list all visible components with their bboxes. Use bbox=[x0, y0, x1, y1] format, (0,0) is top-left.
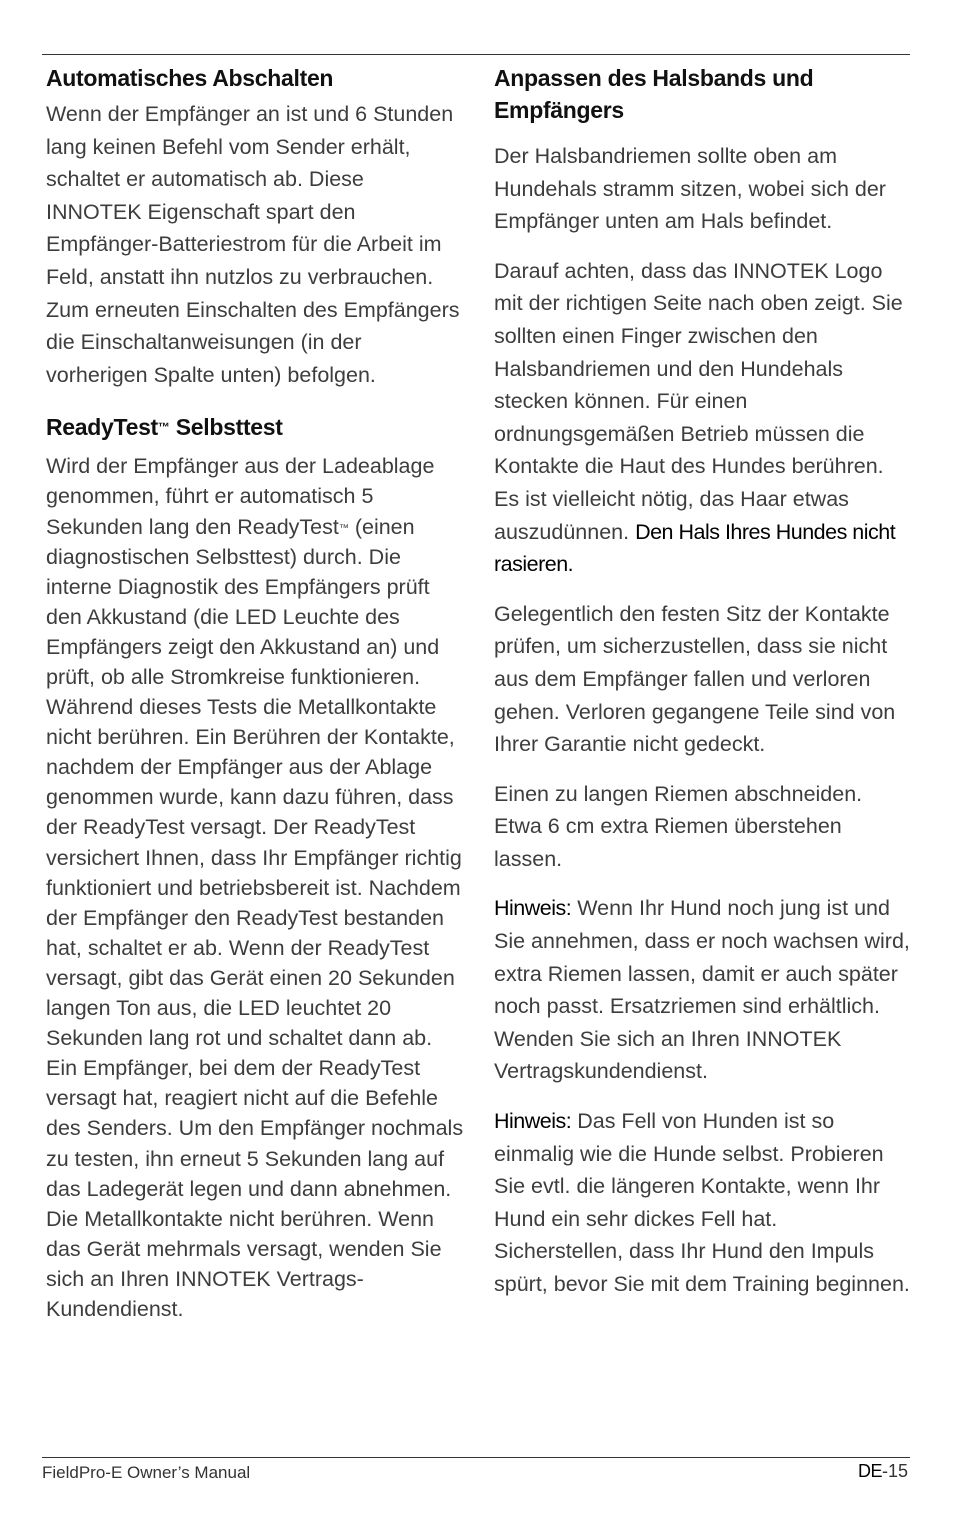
heading-readytest-b: Selbsttest bbox=[169, 414, 283, 441]
auto-shutoff-text: Wenn der Empfänger an ist und 6 Stunden lang keinen Befehl vom Sender erhält, schaltet er automatisch ab. Diese INNOTEK Eigenschaft spart den Empfänger-Batteriestrom für die Arbeit im Feld, anstatt ihn nutzlos zu verbrauchen. Zum erneuten Einschalten des Empfängers die Einschaltanweisungen (in der vorherigen Spalte unten) befolgen. bbox=[46, 102, 460, 387]
note-2-text: Das Fell von Hunden ist so einmalig wie die Hunde selbst. Probieren Sie evtl. die längeren Kontakte, wenn Ihr Hund ein sehr dickes Fell hat. Sicherstellen, dass Ihr Hund den Impuls spürt, bevor Sie mit dem Training beginnen. bbox=[494, 1109, 910, 1296]
footer-lang: DE bbox=[857, 1461, 882, 1481]
footer-page-number bbox=[858, 1461, 908, 1482]
collar-paragraph-2-text: Darauf achten, dass das INNOTEK Logo mit der richtigen Seite nach oben zeigt. Sie sollten einen Finger zwischen den Halsbandriemen und den Hundehals stecken können. Für einen ordnungsgemäßen Betrieb müssen die Kontakte die Haut des Hundes berühren. Es ist vielleicht nötig, das Haar etwas auszudünnen. bbox=[494, 258, 903, 544]
top-rule bbox=[42, 54, 910, 55]
note-1-label: Hinweis: bbox=[494, 896, 572, 921]
footer-page: -15 bbox=[881, 1461, 908, 1481]
readytest-text-b: (einen diagnostischen Selbsttest) durch. Die interne Diagnostik des Empfängers prüft den Akkustand (die LED Leuchte des Empfängers zeigt den Akkustand an) und prüft, ob alle Stromkreise funktionieren. Während dieses Tests die Metallkontakte nicht berühren. Ein Berühren der Kontakte, nachdem der Empfänger aus der Ablage genommen wurde, kann dazu führen, dass der ReadyTest versagt. Der ReadyTest versichert Ihnen, dass Ihr Empfänger richtig funktioniert und betriebsbereit ist. Nachdem der Empfänger den ReadyTest bestanden hat, schaltet er ab. Wenn der ReadyTest versagt, gibt das Gerät einen 20 Sekunden langen Ton aus, die LED leuchtet 20 Sekunden lang rot und schaltet dann ab. Ein Empfänger, bei dem der ReadyTest versagt hat, reagiert nicht auf die Befehle des Senders. Um den Empfänger nochmals zu testen, ihn erneut 5 Sekunden lang auf das Ladegerät legen und dann abnehmen. Die Metallkontakte nicht berühren. Wenn das Gerät mehrmals versagt, wenden Sie sich an Ihren INNOTEK Vertrags-Kundendienst. bbox=[46, 514, 464, 1321]
note-2-label: Hinweis: bbox=[494, 1109, 572, 1134]
warning-no-shave: Den Hals Ihres Hundes nicht rasieren. bbox=[494, 519, 896, 577]
note-1-text: Wenn Ihr Hund noch jung ist und Sie annehmen, dass er noch wachsen wird, extra Riemen lassen, damit er auch später noch passt. Ersatzriemen sind erhältlich. Wenden Sie sich an Ihren INNOTEK Vertragskundendienst. bbox=[494, 896, 910, 1084]
right-column bbox=[494, 62, 910, 1318]
heading-collar-fit: Anpassen des Halsbands und Empfängers bbox=[494, 65, 814, 123]
heading-auto-shutoff: Automatisches Abschalten bbox=[46, 65, 334, 91]
heading-readytest bbox=[46, 411, 464, 443]
heading-readytest-a: ReadyTest bbox=[46, 414, 158, 441]
readytest-text bbox=[46, 451, 464, 1324]
collar-paragraph-4: Einen zu langen Riemen abschneiden. Etwa 6 cm extra Riemen überstehen lassen. bbox=[494, 781, 863, 871]
collar-paragraph-3: Gelegentlich den festen Sitz der Kontakte prüfen, um sicherzustellen, dass sie nicht aus dem Empfänger fallen und verloren gehen. Verloren gegangene Teile sind von Ihrer Garantie nicht gedeckt. bbox=[494, 601, 896, 757]
collar-paragraph-2 bbox=[494, 255, 910, 581]
readytest-text-a: Wird der Empfänger aus der Ladeablage genommen, führt er automatisch 5 Sekunden lang den ReadyTest bbox=[46, 454, 435, 539]
note-2 bbox=[494, 1105, 910, 1301]
note-1 bbox=[494, 892, 910, 1088]
bottom-rule bbox=[42, 1457, 910, 1458]
collar-paragraph-1: Der Halsbandriemen sollte oben am Hundehals stramm sitzen, wobei sich der Empfänger unten am Hals befindet. bbox=[494, 144, 886, 234]
left-column bbox=[46, 62, 464, 1324]
text-trademark: ™ bbox=[338, 522, 349, 534]
footer-manual-title: FieldPro-E Owner’s Manual bbox=[42, 1463, 251, 1482]
heading-trademark: ™ bbox=[157, 420, 170, 435]
